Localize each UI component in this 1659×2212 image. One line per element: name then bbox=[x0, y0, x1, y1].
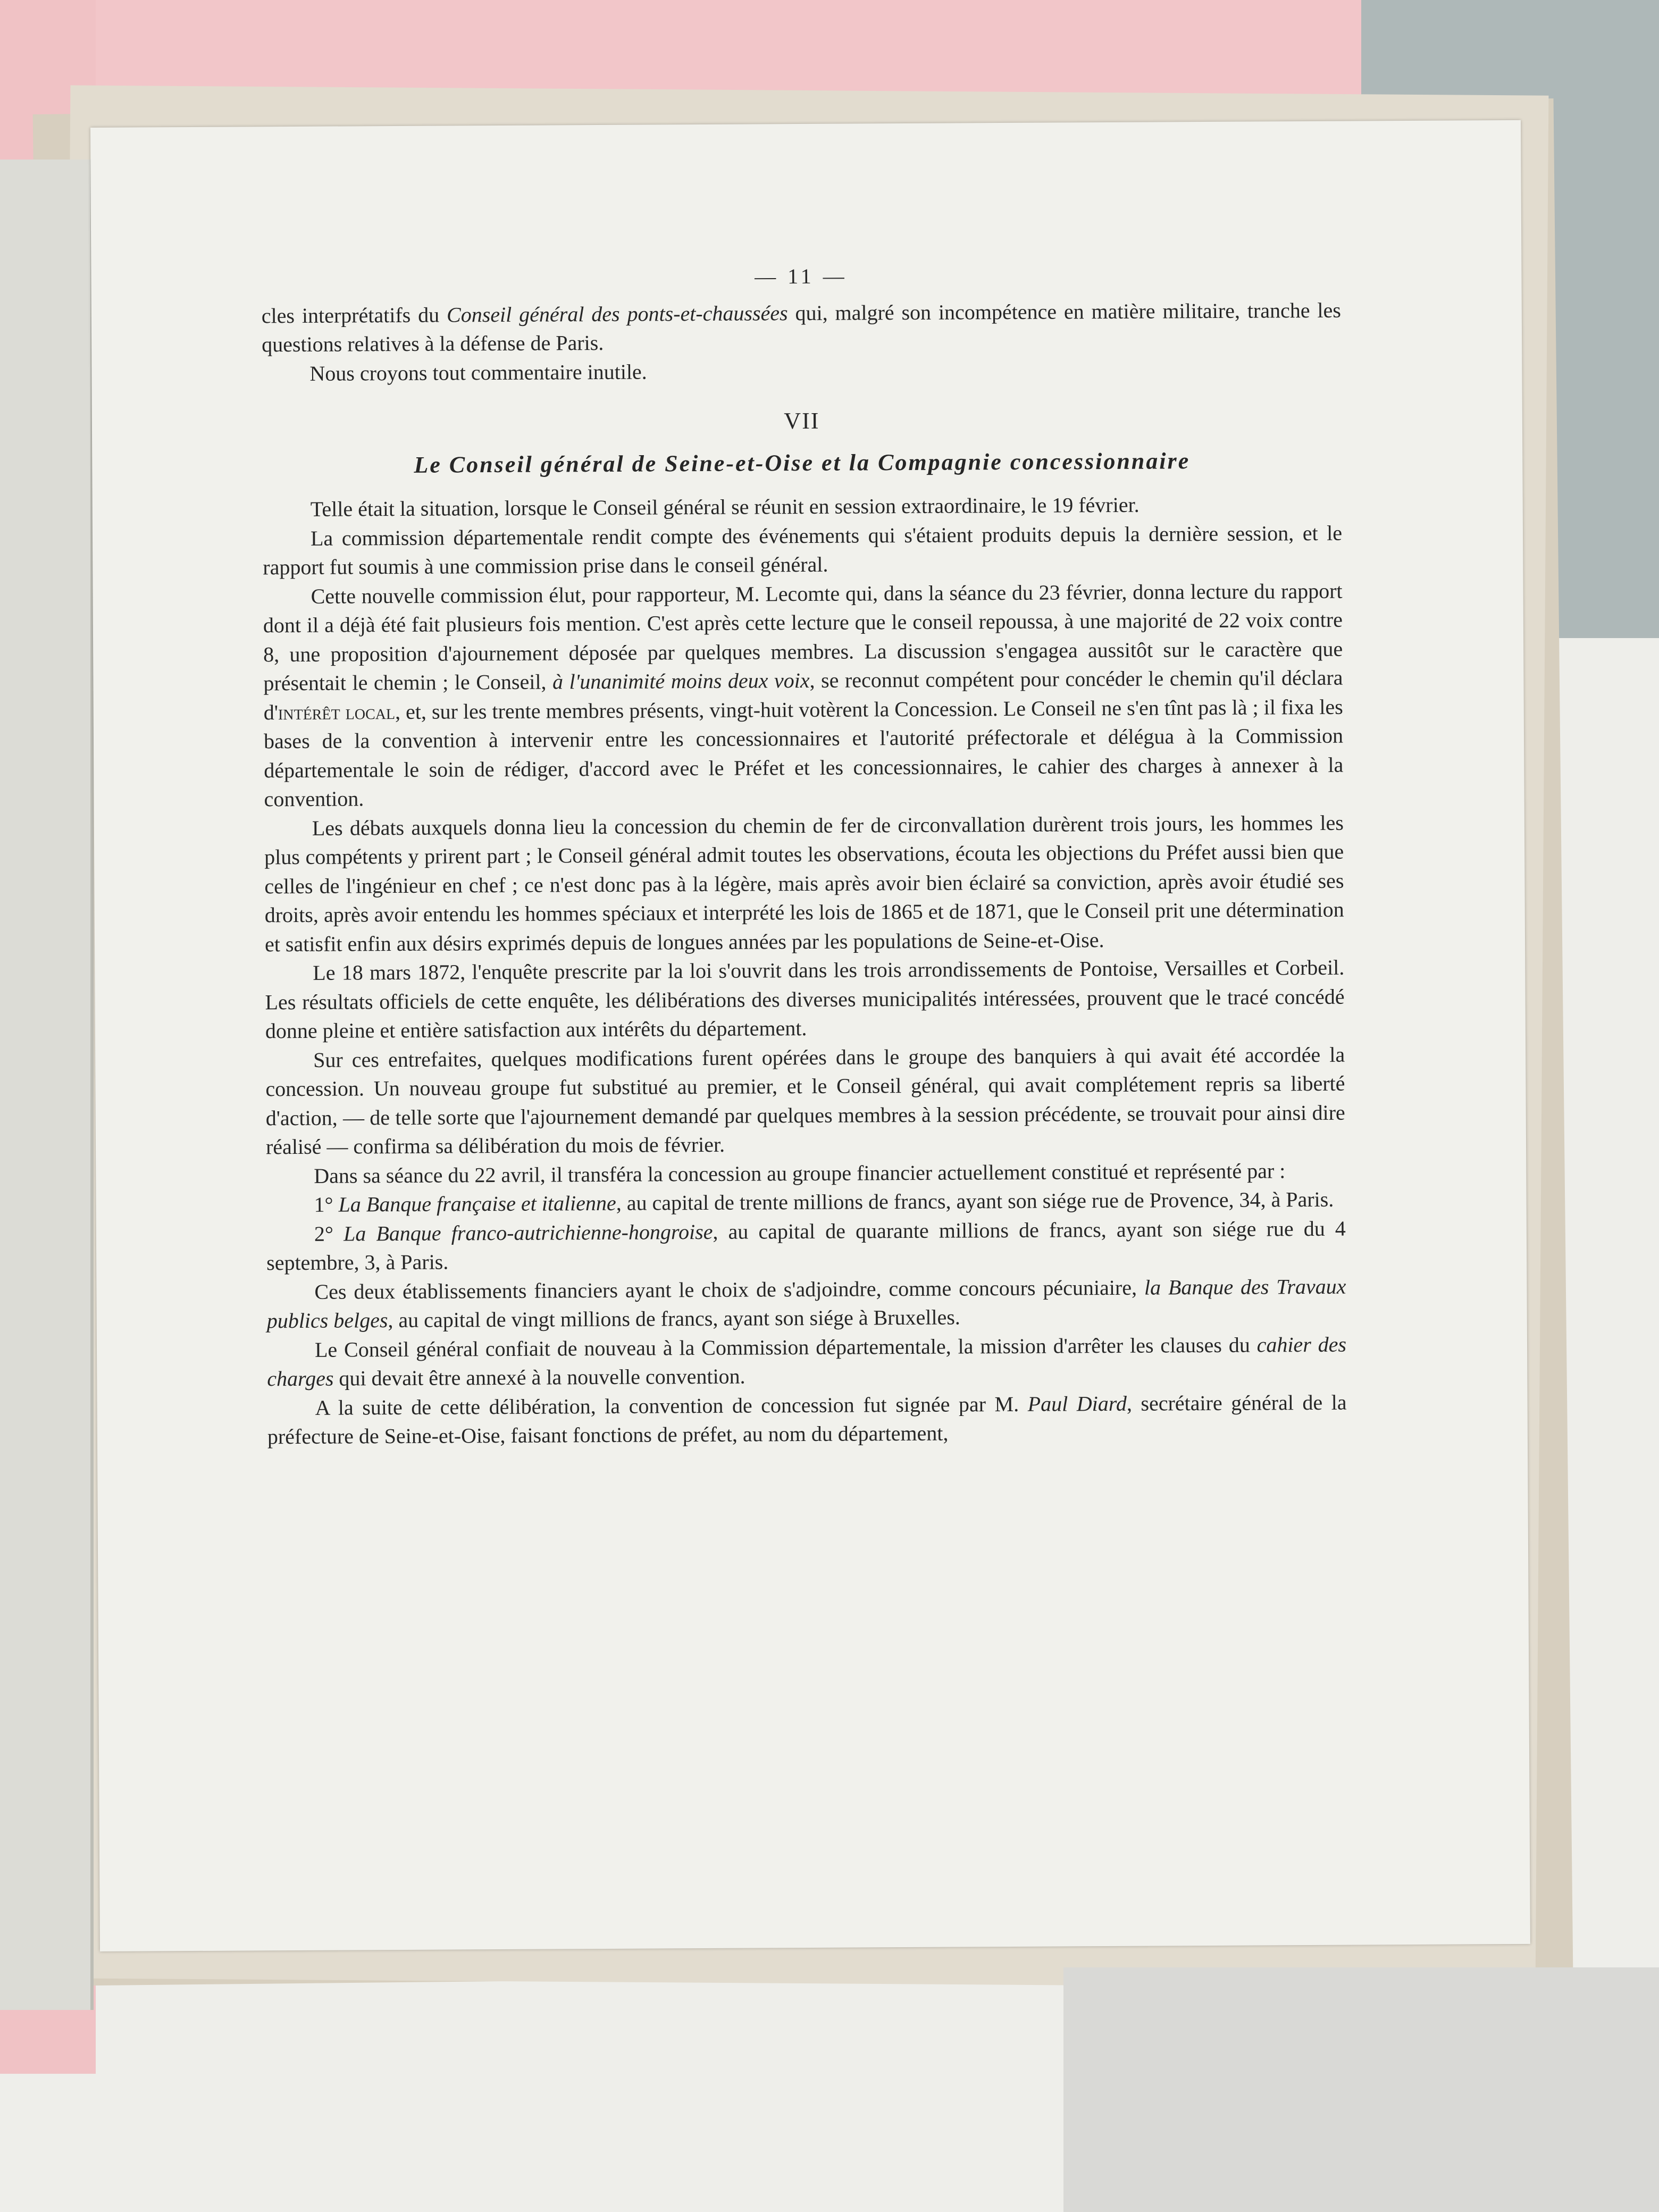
paragraph-9 bbox=[266, 1214, 1346, 1278]
italic-run: La Banque française et italienne bbox=[338, 1191, 616, 1217]
paragraph-2: La commission départementale rendit compte des événements qui s'étaient produits depuis la dernière session, et le rapport fut soumis à une commission prise dans le conseil général. bbox=[263, 521, 1343, 580]
paragraph-3 bbox=[263, 576, 1343, 814]
section-number: VII bbox=[784, 407, 820, 434]
italic-run: cahier des charges bbox=[267, 1332, 1347, 1391]
paragraph-8 bbox=[266, 1185, 1345, 1220]
italic-run: la Banque des Travaux publics belges bbox=[266, 1274, 1346, 1333]
text-run: , et, sur les trente membres présents, vingt-huit votèrent la Concession. Le Conseil ne s'en tînt pas là ; il fixa les bases de la convention à intervenir entre les concessionnaires et l'autorité préfectorale et délégua à la Commission départementale le soin de rédiger, d'accord avec le Préfet et les concessionnaires, le cahier des charges à annexer à la convention. bbox=[263, 694, 1344, 811]
paragraph-1: Telle était la situation, lorsque le Conseil général se réunit en session extraordinaire, le 19 février. bbox=[310, 492, 1139, 521]
text-run: , se reconnut compétent pour concéder le chemin qu'il déclara d' bbox=[263, 665, 1343, 724]
text-run: , au capital de quarante millions de francs, ayant son siége rue du 4 septembre, 3, à Paris. bbox=[266, 1216, 1346, 1275]
paragraph-5: Le 18 mars 1872, l'enquête prescrite par la loi s'ouvrit dans les trois arrondissements de Pontoise, Versailles et Corbeil. Les résultats officiels de cette enquête, les délibérations des diverses municipalités intéressées, prouvent que le tracé concédé donne pleine et entière satisfaction aux intérêts du département. bbox=[265, 955, 1345, 1043]
paragraph-10 bbox=[266, 1272, 1346, 1336]
paragraph-6: Sur ces entrefaites, quelques modifications furent opérées dans le groupe des banquiers à qui avait été accordée la concession. Un nouveau groupe fut substitué au premier, et le Conseil général, qui avait complétement repris sa liberté d'action, — de telle sorte que l'ajournement demandé par quelques membres à la session précédente, se trouvait pour ainsi dire réalisé — confirma sa délibération du mois de février. bbox=[265, 1042, 1345, 1159]
document-page bbox=[90, 120, 1530, 1951]
text-run: , secrétaire général de la préfecture de Seine-et-Oise, faisant fonctions de préfet, au nom du département, bbox=[267, 1390, 1347, 1449]
italic-run: Conseil général des ponts-et-chaussées bbox=[446, 300, 788, 326]
text-run: , au capital de trente millions de francs, ayant son siége rue de Provence, 34, à Paris. bbox=[616, 1187, 1334, 1215]
text-run: Le Conseil général confiait de nouveau à la Commission départementale, la mission d'arrêter les clauses du bbox=[314, 1333, 1257, 1362]
paragraph-7: Dans sa séance du 22 avril, il transféra la concession au groupe financier actuellement constitué et représenté par : bbox=[314, 1158, 1286, 1188]
italic-run: La Banque franco-autrichienne-hongroise bbox=[343, 1219, 713, 1246]
text-run: , au capital de vingt millions de francs, ayant son siége à Bruxelles. bbox=[388, 1305, 960, 1333]
paragraph-4: Les débats auxquels donna lieu la concession du chemin de fer de circonvallation durèrent trois jours, les hommes les plus compétents y prirent part ; le Conseil général admit toutes les observations, écouta les objections du Préfet aussi bien que celles de l'ingénieur en chef ; ce n'est donc pas à la légère, mais après avoir bien éclairé sa conviction, après avoir étudié ses droits, après avoir entendu les hommes spéciaux et interprété les lois de 1865 et de 1871, que le Conseil prit une détermination et satisfit enfin aux désirs exprimés depuis de longues années par les populations de Seine-et-Oise. bbox=[264, 810, 1344, 956]
text-run: qui, malgré son incompétence en matière militaire, tranche les questions relatives à la défense de Paris. bbox=[262, 298, 1341, 357]
left-page-edge bbox=[0, 160, 94, 2010]
paragraph-12 bbox=[267, 1388, 1347, 1452]
smallcaps-run: intérêt local bbox=[278, 699, 396, 724]
intro-conclusion: Nous croyons tout commentaire inutile. bbox=[309, 359, 647, 386]
italic-run: à l'unanimité moins deux voix bbox=[552, 668, 810, 694]
text-run: 2° bbox=[314, 1221, 344, 1246]
section-title: Le Conseil général de Seine-et-Oise et la Compagnie concessionnaire bbox=[414, 447, 1191, 478]
text-run: Cette nouvelle commission élut, pour rapporteur, M. Lecomte qui, dans la séance du 23 février, donna lecture du rapport dont il a déjà été fait plusieurs fois mention. C'est après cette lecture que le conseil repoussa, à une majorité de 22 voix contre 8, une proposition d'ajournement déposée par quelques membres. La discussion s'engagea aussitôt sur le caractère que présentait le chemin ; le Conseil, bbox=[263, 579, 1343, 696]
text-run: qui devait être annexé à la nouvelle convention. bbox=[333, 1364, 745, 1390]
page-number: — 11 — bbox=[755, 264, 848, 289]
text-run: A la suite de cette délibération, la convention de concession fut signée par M. bbox=[315, 1392, 1028, 1420]
text-run: 1° bbox=[314, 1192, 339, 1217]
paragraph-11 bbox=[267, 1330, 1347, 1394]
page-text bbox=[261, 259, 1347, 1452]
intro-paragraph bbox=[262, 296, 1342, 359]
italic-run: Paul Diard bbox=[1027, 1391, 1127, 1416]
text-run: Ces deux établissements financiers ayant le choix de s'adjoindre, comme concours pécuniaire, bbox=[314, 1275, 1145, 1304]
text-run: cles interprétatifs du bbox=[261, 302, 447, 328]
table-surface bbox=[1063, 1967, 1659, 2212]
